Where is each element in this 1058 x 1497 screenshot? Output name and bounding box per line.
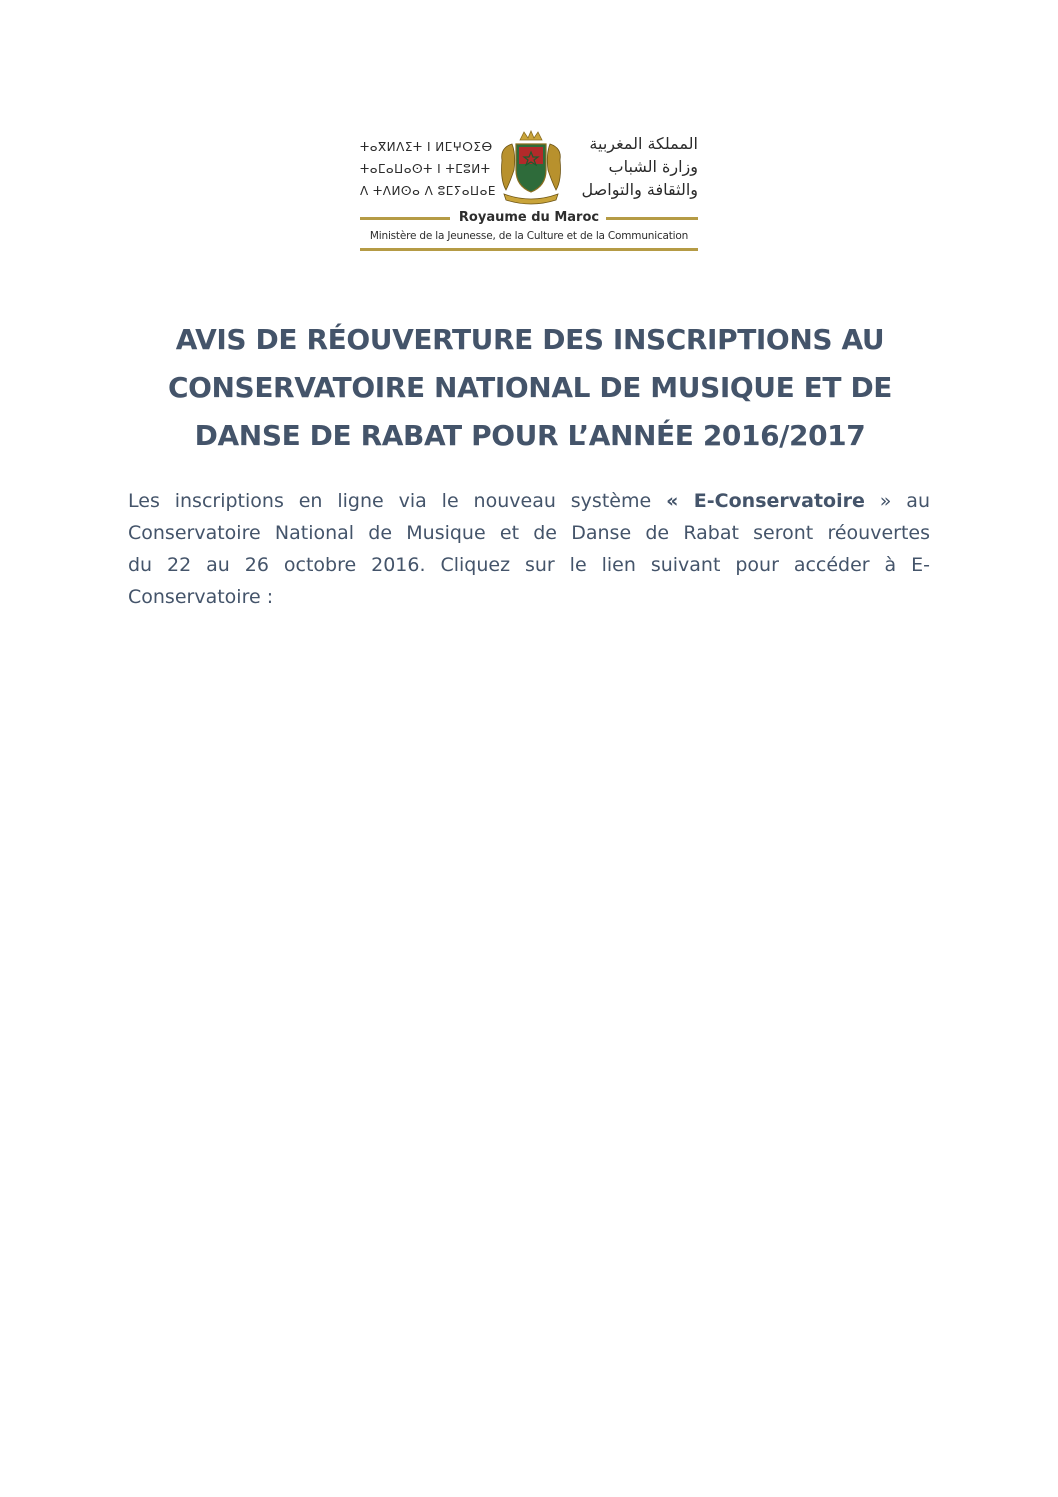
arabic-ministry-name <box>570 132 698 201</box>
arabic-line: والثقافة والتواصل <box>581 180 698 199</box>
gold-divider <box>606 217 698 220</box>
body-line <box>128 485 930 517</box>
notice-title <box>130 316 930 460</box>
kingdom-label: Royaume du Maroc <box>458 210 600 225</box>
moroccan-coat-of-arms-icon <box>496 130 566 206</box>
tifinagh-line: ⵜⴰⴳⵍⴷⵉⵜ ⵏ ⵍⵎⵖⵔⵉⴱ <box>360 140 493 154</box>
title-line: DANSE DE RABAT POUR L’ANNÉE 2016/2017 <box>194 419 866 452</box>
notice-body <box>128 485 930 613</box>
e-conservatoire-name: « E-Conservatoire <box>666 490 865 512</box>
tifinagh-line: ⵜⴰⵎⴰⵡⴰⵙⵜ ⵏ ⵜⵎⵓⵍⵜ <box>360 162 491 176</box>
arabic-line: المملكة المغربية <box>589 134 698 153</box>
arabic-line: وزارة الشباب <box>608 157 698 176</box>
gold-divider <box>360 248 698 251</box>
body-line: Conservatoire National de Musique et de Danse de Rabat seront réouvertes <box>128 522 930 544</box>
title-line: AVIS DE RÉOUVERTURE DES INSCRIPTIONS AU <box>175 323 885 356</box>
tifinagh-ministry-name <box>360 136 496 202</box>
body-text-segment: Les inscriptions en ligne via le nouveau système <box>128 490 667 512</box>
title-line: CONSERVATOIRE NATIONAL DE MUSIQUE ET DE <box>167 371 893 404</box>
body-text-segment: » au <box>864 490 930 512</box>
body-line: du 22 au 26 octobre 2016. Cliquez sur le lien suivant pour accéder à E- <box>128 554 930 576</box>
letterhead-top <box>358 130 700 206</box>
tifinagh-line: ⴷ ⵜⴷⵍⵙⴰ ⴷ ⵓⵎⵢⴰⵡⴰⴹ <box>360 184 496 198</box>
gold-divider <box>360 217 450 220</box>
body-line: Conservatoire : <box>128 586 274 608</box>
kingdom-row <box>358 208 700 228</box>
ministry-letterhead <box>358 130 700 254</box>
ministry-label: Ministère de la Jeunesse, de la Culture et de la Communication <box>369 230 689 242</box>
